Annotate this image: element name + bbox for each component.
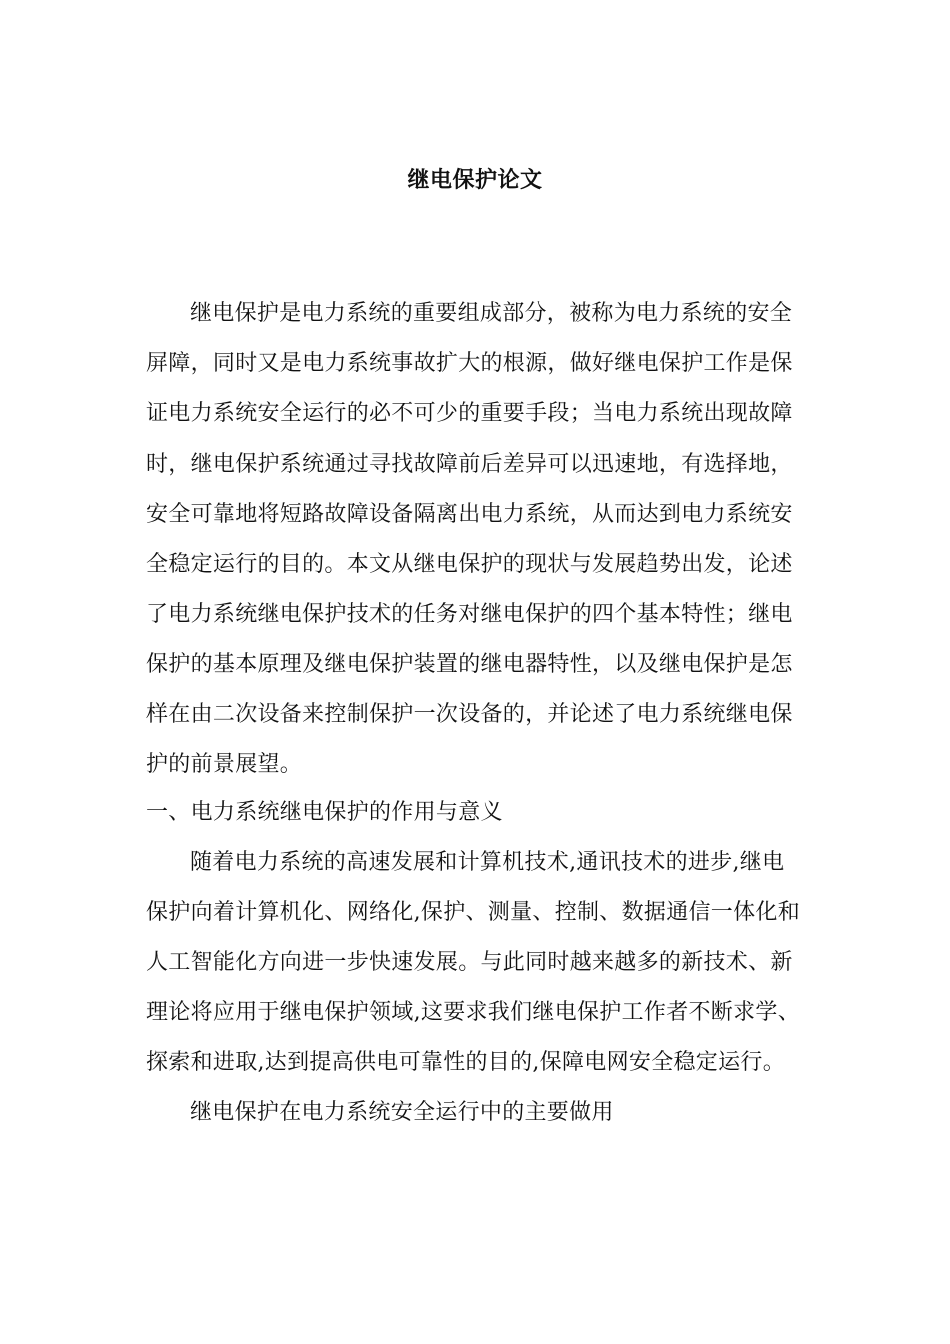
paragraph-line: 了电力系统继电保护技术的任务对继电保护的四个基本特性；继电 bbox=[146, 602, 793, 627]
paragraph-line: 时，继电保护系统通过寻找故障前后差异可以迅速地，有选择地， bbox=[146, 452, 793, 477]
paragraph-line: 样在由二次设备来控制保护一次设备的，并论述了电力系统继电保 bbox=[146, 702, 793, 727]
paragraph-line: 证电力系统安全运行的必不可少的重要手段；当电力系统出现故障 bbox=[146, 401, 793, 426]
paragraph-line: 屏障，同时又是电力系统事故扩大的根源，做好继电保护工作是保 bbox=[146, 351, 793, 376]
paragraph-line: 继电保护是电力系统的重要组成部分，被称为电力系统的安全 bbox=[190, 301, 793, 326]
paragraph-line: 随着电力系统的高速发展和计算机技术,通讯技术的进步,继电 bbox=[190, 850, 785, 875]
section-heading: 一、电力系统继电保护的作用与意义 bbox=[146, 800, 503, 825]
paragraph-line: 人工智能化方向进一步快速发展。与此同时越来越多的新技术、新 bbox=[146, 950, 793, 975]
paragraph-line: 继电保护在电力系统安全运行中的主要做用 bbox=[190, 1100, 614, 1125]
paragraph-line: 保护向着计算机化、网络化,保护、测量、控制、数据通信一体化和 bbox=[146, 900, 800, 925]
paragraph-line: 护的前景展望。 bbox=[146, 752, 303, 777]
paragraph-line: 全稳定运行的目的。本文从继电保护的现状与发展趋势出发，论述 bbox=[146, 552, 793, 577]
document-title: 继电保护论文 bbox=[407, 167, 543, 193]
paragraph-line: 探索和进取,达到提高供电可靠性的目的,保障电网安全稳定运行。 bbox=[146, 1050, 785, 1075]
paragraph-line: 安全可靠地将短路故障设备隔离出电力系统，从而达到电力系统安 bbox=[146, 502, 793, 527]
paragraph-line: 理论将应用于继电保护领域,这要求我们继电保护工作者不断求学、 bbox=[146, 1000, 800, 1025]
paragraph-line: 保护的基本原理及继电保护装置的继电器特性，以及继电保护是怎 bbox=[146, 652, 793, 677]
